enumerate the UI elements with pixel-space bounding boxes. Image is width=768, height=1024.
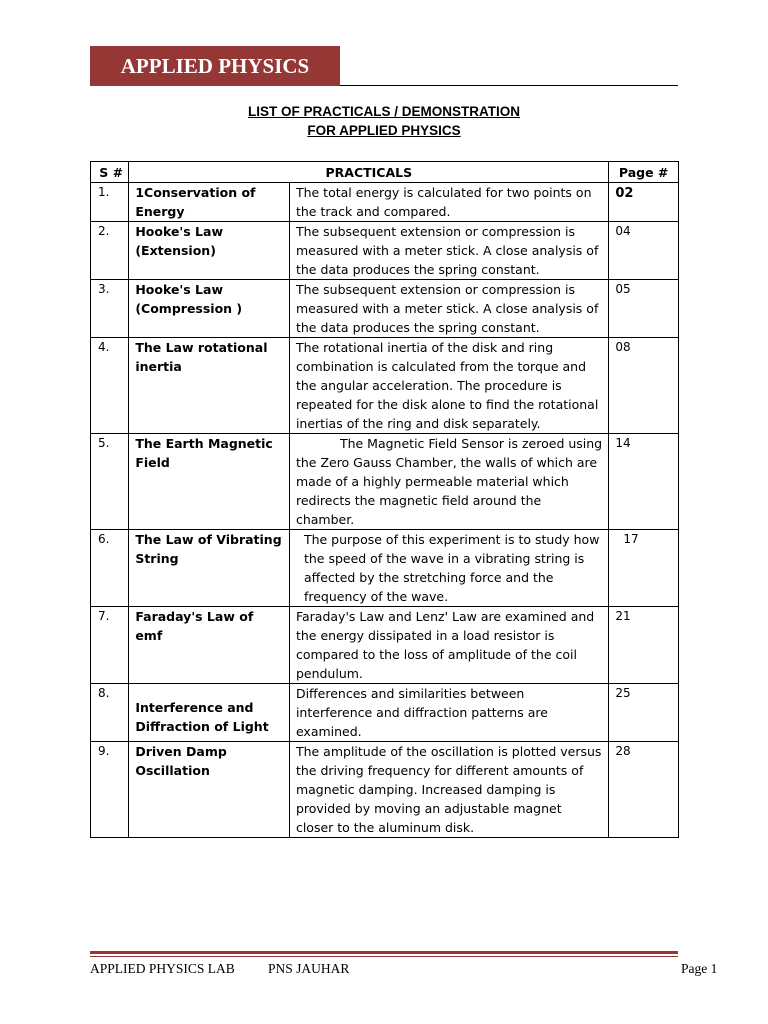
document-heading-line2: FOR APPLIED PHYSICS — [307, 123, 461, 138]
page-number: 17 — [609, 530, 679, 607]
table-row — [91, 607, 679, 684]
page-number: 21 — [609, 607, 679, 684]
page-number — [609, 183, 679, 222]
practical-description: The subsequent extension or compression is measured with a meter stick. A close analysis of the data produces the spring constant. — [289, 222, 608, 280]
table-row — [91, 183, 679, 222]
table-row — [91, 684, 679, 742]
footer-rule-thick — [90, 951, 678, 954]
practical-description: The amplitude of the oscillation is plotted versus the driving frequency for different amounts of magnetic damping. Increased damping is provided by moving an adjustable magnet closer to the aluminum disk. — [289, 742, 608, 838]
column-header-page: Page # — [609, 162, 679, 183]
practical-name: The Earth Magnetic Field — [129, 434, 290, 530]
page-number: 25 — [609, 684, 679, 742]
page-number-value: 02 — [615, 186, 634, 201]
row-number: 7. — [91, 607, 129, 684]
row-number: 4. — [91, 338, 129, 434]
page-number: 14 — [609, 434, 679, 530]
row-number: 6. — [91, 530, 129, 607]
practicals-table — [90, 161, 679, 838]
practical-description — [289, 434, 608, 530]
table-row — [91, 280, 679, 338]
practical-name: The Law rotational inertia — [129, 338, 290, 434]
practical-description-text: The Magnetic Field Sensor is zeroed using the Zero Gauss Chamber, the walls of which are made of a highly permeable material which redirects the magnetic field around the chamber. — [295, 436, 603, 527]
practical-description: The subsequent extension or compression is measured with a meter stick. A close analysis of the data produces the spring constant. — [289, 280, 608, 338]
practical-name: Hooke's Law (Compression ) — [129, 280, 290, 338]
table-row — [91, 434, 679, 530]
practical-description: The rotational inertia of the disk and ring combination is calculated from the torque and the angular acceleration. The procedure is repeated for the disk alone to find the rotational inertias of the ring and disk separately. — [289, 338, 608, 434]
practical-name: 1Conservation of Energy — [129, 183, 290, 222]
page-number: 28 — [609, 742, 679, 838]
table-row — [91, 222, 679, 280]
table-row — [91, 338, 679, 434]
practical-description: The purpose of this experiment is to study how the speed of the wave in a vibrating string is affected by the stretching force and the frequency of the wave. — [289, 530, 608, 607]
practical-description: Differences and similarities between interference and diffraction patterns are examined. — [289, 684, 608, 742]
practical-name: Faraday's Law of emf — [129, 607, 290, 684]
page-number: 05 — [609, 280, 679, 338]
row-number: 1. — [91, 183, 129, 222]
row-number: 9. — [91, 742, 129, 838]
table-row — [91, 742, 679, 838]
banner-rule — [340, 85, 678, 86]
table-header-row — [91, 162, 679, 183]
practical-description: The total energy is calculated for two points on the track and compared. — [289, 183, 608, 222]
document-heading-line1: LIST OF PRACTICALS / DEMONSTRATION — [248, 104, 520, 119]
practical-name: The Law of Vibrating String — [129, 530, 290, 607]
footer-page-number: Page 1 — [681, 961, 718, 976]
practical-name: Driven Damp Oscillation — [129, 742, 290, 838]
footer-rule-thin — [90, 956, 678, 957]
row-number: 5. — [91, 434, 129, 530]
table-row — [91, 530, 679, 607]
footer-institution: PNS JAUHAR — [268, 961, 350, 976]
column-header-practicals: PRACTICALS — [129, 162, 609, 183]
row-number: 8. — [91, 684, 129, 742]
page-banner: APPLIED PHYSICS — [90, 46, 340, 86]
column-header-sn: S # — [91, 162, 129, 183]
footer-lab-name: APPLIED PHYSICS LAB — [90, 961, 235, 976]
practical-name: Hooke's Law (Extension) — [129, 222, 290, 280]
row-number: 3. — [91, 280, 129, 338]
practical-name: Interference and Diffraction of Light — [129, 684, 290, 742]
page-number: 04 — [609, 222, 679, 280]
row-number: 2. — [91, 222, 129, 280]
practical-description: Faraday's Law and Lenz' Law are examined and the energy dissipated in a load resistor is compared to the loss of amplitude of the coil pendulum. — [289, 607, 608, 684]
page-number: 08 — [609, 338, 679, 434]
